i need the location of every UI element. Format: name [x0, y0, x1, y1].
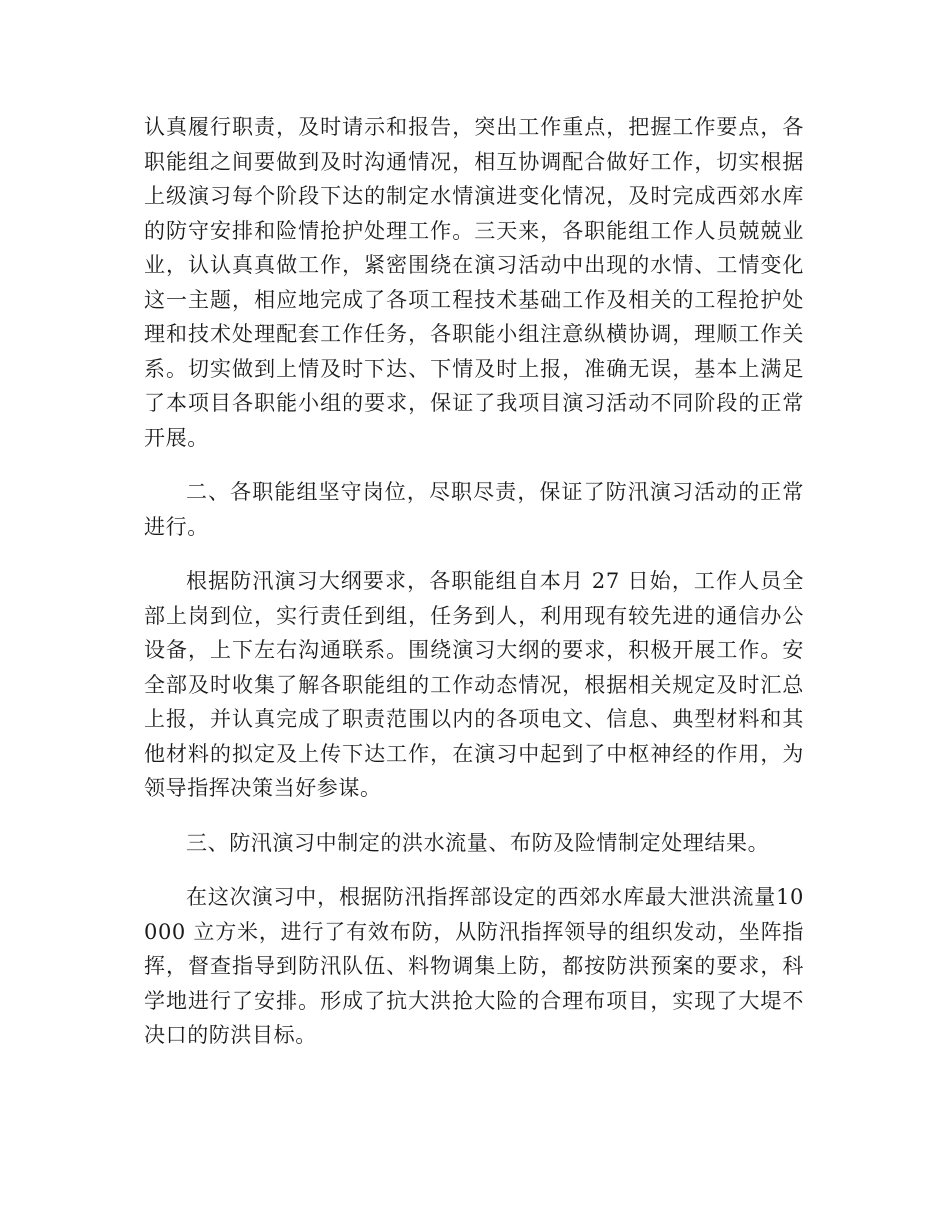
paragraph-continuation: 认真履行职责，及时请示和报告，突出工作重点，把握工作要点，各职能组之间要做到及时沟通情况，相互协调配合做好工作，切实根据上级演习每个阶段下达的制定水情演进变化情况，及时完成西郊水库的防守安排和险情抢护处理工作。三天来，各职能组工作人员兢兢业业，认认真真做工作，紧密围绕在演习活动中出现的水情、工情变化这一主题，相应地完成了各项工程技术基础工作及相关的工程抢护处理和技术处理配套工作任务，各职能小组注意纵横协调，理顺工作关系。切实做到上情及时下达、下情及时上报，准确无误，基本上满足了本项目各职能小组的要求，保证了我项目演习活动不同阶段的正常开展。 — [144, 115, 804, 450]
section-heading-three: 三、防汛演习中制定的洪水流量、布防及险情制定处理结果。 — [186, 830, 770, 855]
section-heading-two: 二、各职能组坚守岗位，尽职尽责，保证了防汛演习活动的正常进行。 — [144, 480, 804, 539]
paragraph-section-three: 在这次演习中，根据防汛指挥部设定的西郊水库最大泄洪流量10000 立方米，进行了有效布防，从防汛指挥领导的组织发动，坐阵指挥，督查指导到防汛队伍、料物调集上防，都按防洪预案的要求，科学地进行了安排。形成了抗大洪抢大险的合理布项目，实现了大堤不决口的防洪目标。 — [144, 885, 804, 1047]
document-body — [144, 110, 804, 1073]
paragraph-section-two: 根据防汛演习大纲要求，各职能组自本月 27 日始，工作人员全部上岗到位，实行责任到组，任务到人，利用现有较先进的通信办公设备，上下左右沟通联系。围绕演习大纲的要求，积极开展工作。安全部及时收集了解各职能组的工作动态情况，根据相关规定及时汇总上报，并认真完成了职责范围以内的各项电文、信息、典型材料和其他材料的拟定及上传下达工作，在演习中起到了中枢神经的作用，为领导指挥决策当好参谋。 — [144, 569, 804, 800]
